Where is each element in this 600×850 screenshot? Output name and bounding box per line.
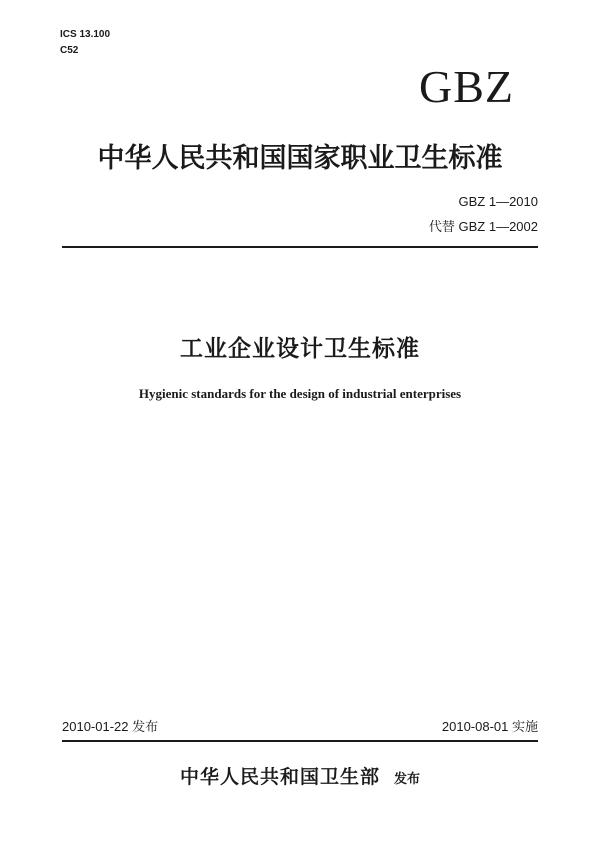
header-divider bbox=[62, 246, 538, 248]
standard-number: GBZ 1—2010 bbox=[458, 194, 538, 209]
replaced-standard: 代替 GBZ 1—2002 bbox=[428, 219, 538, 234]
implementation-date: 2010-08-01 实施 bbox=[441, 719, 538, 734]
publisher-line bbox=[0, 764, 600, 793]
publisher-name: 中华人民共和国卫生部 bbox=[179, 766, 380, 788]
ccs-code: C52 bbox=[60, 45, 79, 56]
footer-divider bbox=[62, 740, 538, 742]
document-title-english: Hygienic standards for the design of industrial enterprises bbox=[138, 386, 462, 401]
ics-code: ICS 13.100 bbox=[60, 29, 111, 40]
authority-title: 中华人民共和国国家职业卫生标准 bbox=[97, 143, 503, 174]
issue-date: 2010-01-22 发布 bbox=[62, 719, 159, 734]
document-title-chinese: 工业企业设计卫生标准 bbox=[180, 336, 420, 362]
standard-logo: GBZ bbox=[419, 61, 514, 112]
publisher-action: 发布 bbox=[394, 772, 421, 787]
